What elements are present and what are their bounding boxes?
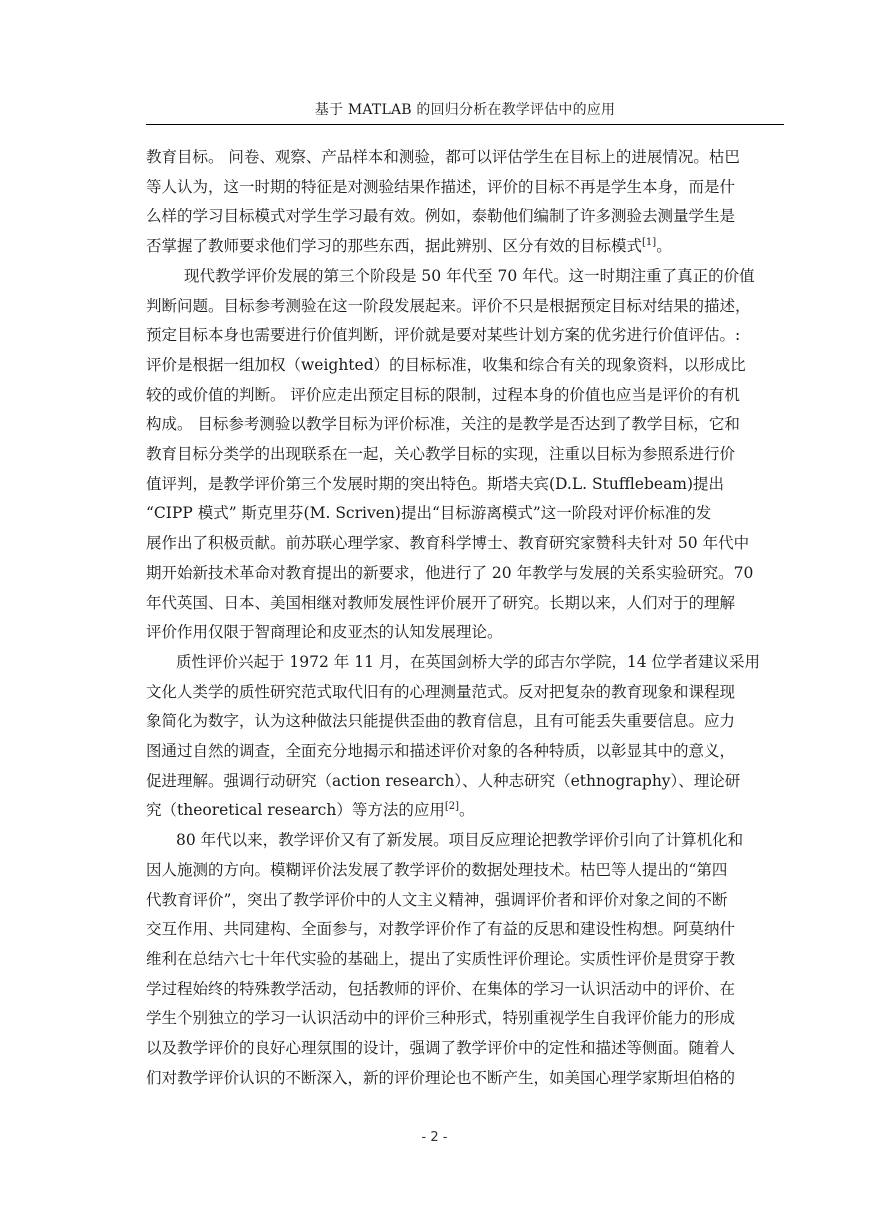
paragraph-line: 较的或价值的判断。 评价应走出预定目标的限制，过程本身的价值也应当是评价的有机: [146, 385, 740, 404]
line-text: 否掌握了教师要求他们学习的那些东西，据此辨别、区分有效的目标模式: [146, 237, 643, 256]
paragraph-line: 维利在总结六七十年代实验的基础上，提出了实质性评价理论。实质性评价是贯穿于教: [146, 949, 736, 968]
paragraph-line: 质性评价兴起于 1972 年 11 月，在英国剑桥大学的邱吉尔学院，14 位学者建议采用: [176, 652, 761, 671]
page-number: - 2 -: [421, 1130, 448, 1145]
citation-ref-2: [2]: [444, 801, 459, 813]
paragraph-line: 学过程始终的特殊教学活动，包括教师的评价、在集体的学习一认识活动中的评价、在: [146, 979, 736, 998]
paragraph-line: 交互作用、共同建构、全面参与，对教学评价作了有益的反思和建设性构想。阿莫纳什: [146, 920, 736, 939]
paragraph-line: 图通过自然的调查，全面充分地揭示和描述评价对象的各种特质，以彰显其中的意义，: [146, 742, 736, 761]
header-divider: [146, 124, 784, 125]
paragraph-line: 现代教学评价发展的第三个阶段是 50 年代至 70 年代。这一时期注重了真正的价值: [184, 266, 755, 285]
paragraph-line: “CIPP 模式” 斯克里芬(M. Scriven)提出“目标游离模式”这一阶段对评价标准的发: [146, 504, 712, 523]
paragraph-line: 展作出了积极贡献。前苏联心理学家、教育科学博士、教育研究家赞科夫针对 50 年代中: [146, 534, 750, 553]
running-header: 基于 MATLAB 的回归分析在教学评估中的应用: [314, 102, 616, 118]
paragraph-line: 象简化为数字，认为这种做法只能提供歪曲的教育信息，且有可能丢失重要信息。应力: [146, 712, 736, 731]
paragraph-line: 预定目标本身也需要进行价值判断，评价就是要对某些计划方案的优劣进行价值评估。:: [146, 326, 741, 345]
paragraph-line: 年代英国、日本、美国相继对教师发展性评价展开了研究。长期以来，人们对于的理解: [146, 593, 736, 612]
paragraph-line: 因人施测的方向。模糊评价法发展了教学评价的数据处理技术。枯巴等人提出的“第四: [146, 860, 728, 879]
paragraph-line: 学生个别独立的学习一认识活动中的评价三种形式，特别重视学生自我评价能力的形成: [146, 1009, 736, 1028]
paragraph-line: 以及教学评价的良好心理氛围的设计，强调了教学评价中的定性和描述等侧面。随着人: [146, 1039, 736, 1058]
paragraph-line: 期开始新技术革命对教育提出的新要求，他进行了 20 年教学与发展的关系实验研究。70: [146, 563, 754, 582]
paragraph-line: [146, 796, 784, 826]
line-tail: 。: [656, 237, 672, 256]
paragraph-line: 教育目标。 问卷、观察、产品样本和测验，都可以评估学生在目标上的进展情况。枯巴: [146, 148, 740, 166]
line-tail: 。: [459, 801, 475, 820]
citation-ref-1: [1]: [642, 236, 657, 248]
paragraph-line: 值评判，是教学评价第三个发展时期的突出特色。斯塔夫宾(D.L. Stufflebeam)提出: [146, 474, 725, 493]
document-body: [146, 143, 784, 1094]
paragraph-line: 促进理解。强调行动研究（action research）、人种志研究（ethnography）、理论研: [146, 771, 741, 790]
paragraph-line: 等人认为，这一时期的特征是对测验结果作描述，评价的目标不再是学生本身，而是什: [146, 177, 736, 196]
paragraph-line: 判断问题。目标参考测验在这一阶段发展起来。评价不只是根据预定目标对结果的描述，: [146, 296, 751, 315]
paragraph-line: 代教育评价”，突出了教学评价中的人文主义精神，强调评价者和评价对象之间的不断: [146, 890, 728, 909]
line-text: 究（theoretical research）等方法的应用: [146, 801, 445, 820]
paragraph-line: 评价作用仅限于智商理论和皮亚杰的认知发展理论。: [146, 623, 503, 642]
paragraph-line: 文化人类学的质性研究范式取代旧有的心理测量范式。反对把复杂的教育现象和课程现: [146, 682, 736, 701]
paragraph-line: 评价是根据一组加权（weighted）的目标标准，收集和综合有关的现象资料，以形成比: [146, 355, 746, 374]
paragraph-line: 80 年代以来，教学评价又有了新发展。项目反应理论把教学评价引向了计算机化和: [176, 831, 744, 850]
paragraph-line: 构成。 目标参考测验以教学目标为评价标准，关注的是教学是否达到了教学目标，它和: [146, 415, 740, 434]
paragraph-line: [146, 232, 784, 262]
paragraph-line: 么样的学习目标模式对学生学习最有效。例如，泰勒他们编制了许多测验去测量学生是: [146, 207, 736, 226]
paragraph-line: 们对教学评价认识的不断深入，新的评价理论也不断产生，如美国心理学家斯坦伯格的: [146, 1068, 736, 1087]
paragraph-line: 教育目标分类学的出现联系在一起，关心教学目标的实现，注重以目标为参照系进行价: [146, 445, 736, 464]
